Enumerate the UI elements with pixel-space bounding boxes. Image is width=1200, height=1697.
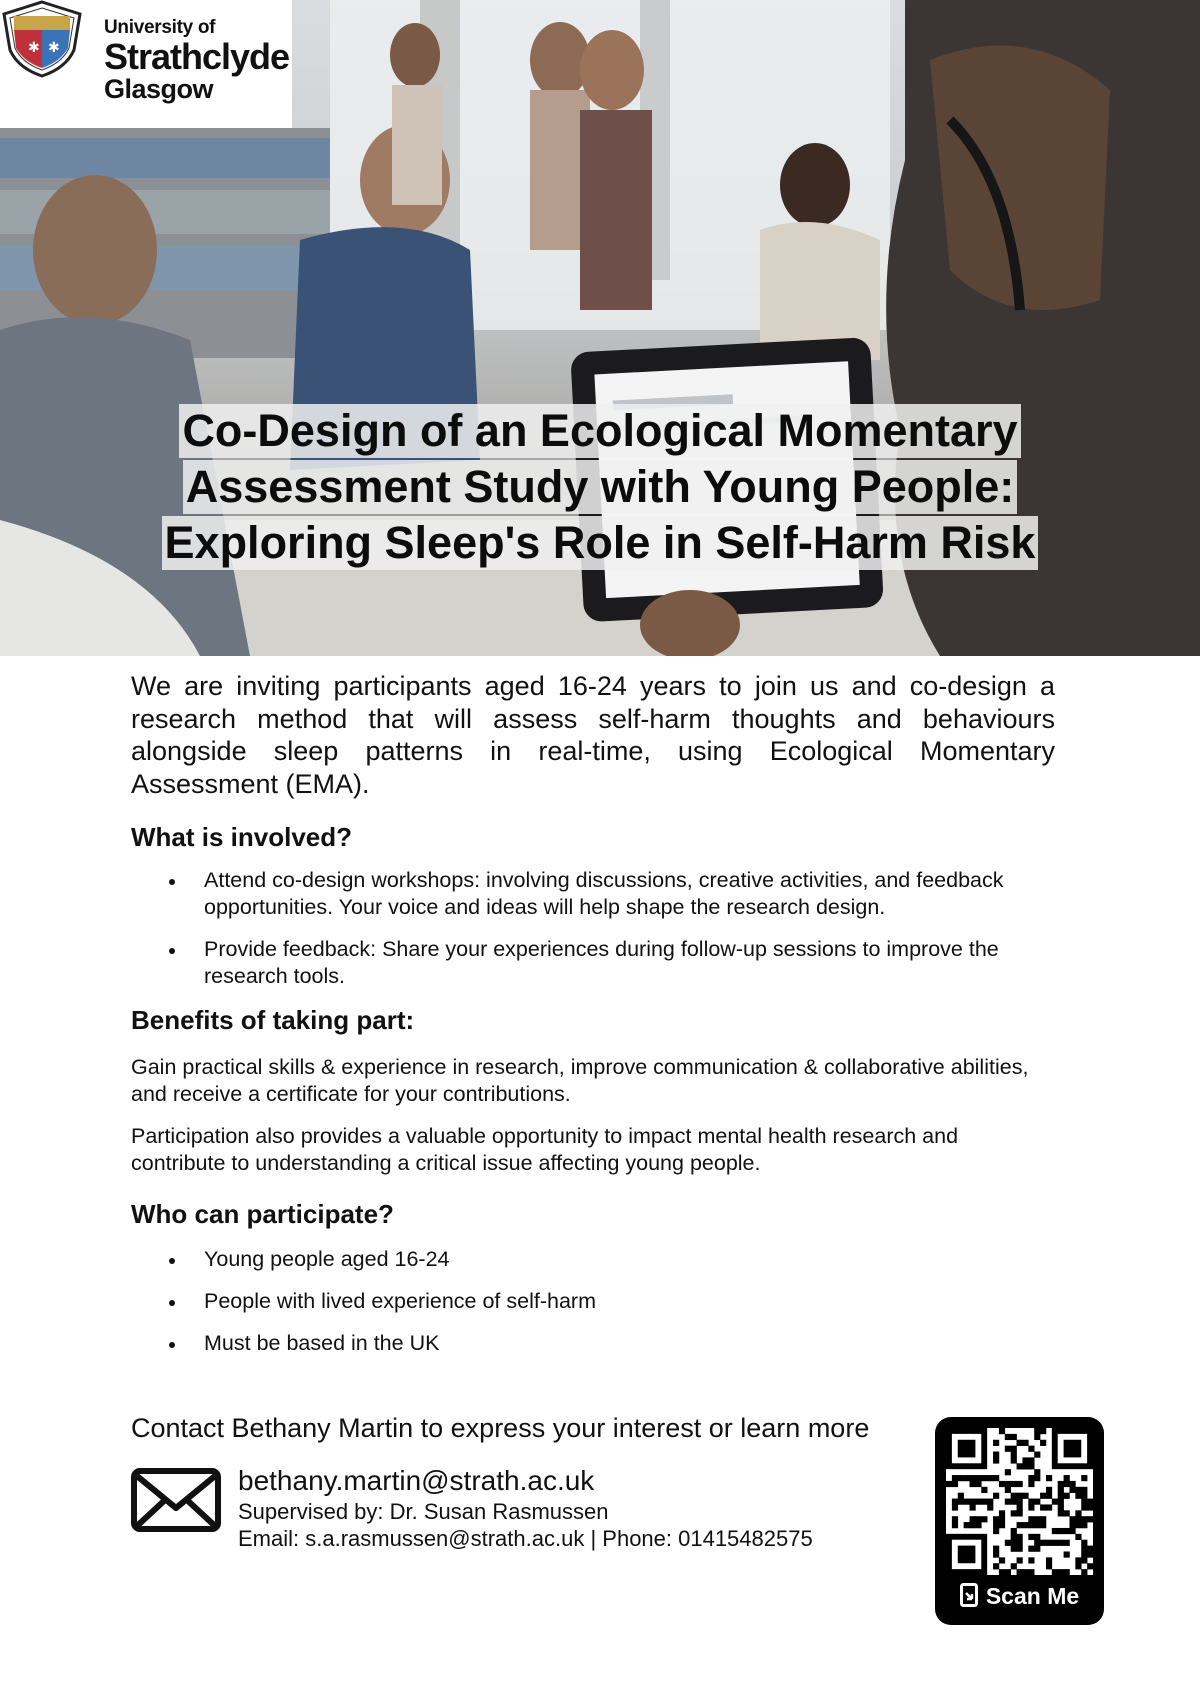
involved-list <box>131 867 1055 990</box>
university-crest-icon <box>0 0 84 78</box>
list-item: Young people aged 16-24 <box>131 1246 1055 1273</box>
university-logo <box>0 0 292 128</box>
list-item: Attend co-design workshops: involving discussions, creative activities, and feedback opportunities. Your voice and ideas will help shape the research design. <box>131 867 1055 921</box>
logo-line-university-of: University of <box>104 17 216 38</box>
hero-photo <box>0 0 1200 656</box>
contact-intro: Contact Bethany Martin to express your interest or learn more <box>131 1413 870 1443</box>
list-item: Provide feedback: Share your experiences during follow-up sessions to improve the research tools. <box>131 936 1055 990</box>
benefits-heading: Benefits of taking part: <box>131 1005 415 1035</box>
supervisor-contact: Email: s.a.rasmussen@strath.ac.uk | Phone: 01415482575 <box>238 1526 813 1551</box>
page-title <box>0 404 1200 572</box>
title-line-3: Exploring Sleep's Role in Self-Harm Risk <box>162 516 1039 570</box>
scan-me-label <box>935 1583 1104 1610</box>
logo-line-glasgow: Glasgow <box>104 74 214 104</box>
main-content <box>131 670 1055 1372</box>
intro-paragraph: We are inviting participants aged 16-24 years to join us and co-design a research method that will assess self-harm thoughts and behaviours alongside sleep patterns in real-time, using Ecological Momentary Assessment (EMA). <box>131 671 1055 799</box>
envelope-icon <box>131 1468 221 1532</box>
list-item: People with lived experience of self-harm <box>131 1288 1055 1315</box>
scan-me-text: Scan Me <box>985 1583 1080 1609</box>
svg-text:✱: ✱ <box>48 40 60 56</box>
benefits-paragraph: Gain practical skills & experience in research, improve communication & collaborative abilities, and receive a certificate for your contributions. <box>131 1055 1029 1106</box>
title-line-1: Co-Design of an Ecological Momentary <box>179 404 1020 458</box>
phone-scan-icon <box>960 1583 978 1607</box>
qr-code-pattern <box>946 1428 1093 1575</box>
involved-heading: What is involved? <box>131 822 353 852</box>
eligibility-list <box>131 1246 1055 1357</box>
contact-email-link[interactable]: bethany.martin@strath.ac.uk <box>238 1465 595 1496</box>
svg-text:✱: ✱ <box>28 40 40 56</box>
list-item: Must be based in the UK <box>131 1330 1055 1357</box>
benefits-paragraph: Participation also provides a valuable opportunity to impact mental health research and contribute to understanding a critical issue affecting young people. <box>131 1124 959 1175</box>
contact-details <box>238 1464 813 1552</box>
logo-line-strathclyde: Strathclyde <box>104 36 290 77</box>
qr-code[interactable] <box>946 1428 1093 1575</box>
title-line-2: Assessment Study with Young People: <box>183 460 1017 514</box>
eligibility-heading: Who can participate? <box>131 1199 394 1229</box>
qr-code-card[interactable] <box>935 1417 1104 1625</box>
supervisor-name: Supervised by: Dr. Susan Rasmussen <box>238 1499 609 1524</box>
